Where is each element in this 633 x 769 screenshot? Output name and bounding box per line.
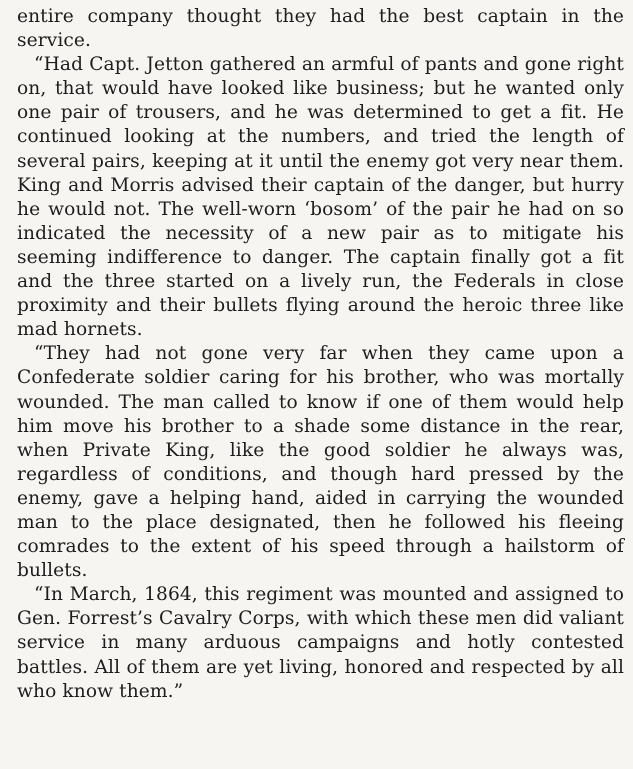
paragraph-continuation: entire company thought they had the best captain in the service.: [17, 6, 624, 52]
paragraph-wounded-soldier: “They had not gone very far when they came upon a Confederate soldier caring for his brother, who was mortally wounded. The man called to know if one of them would help him move his brother to a shade some distance in the rear, when Private King, like the good soldier he always was, regardless of conditions, and though hard pressed by the enemy, gave a helping hand, aided in carrying the wounded man to the place designated, then he followed his fleeing comrades to the extent of his speed through a hailstorm of bullets.: [17, 343, 624, 582]
paragraph-cavalry-corps: “In March, 1864, this regiment was mounted and assigned to Gen. Forrest’s Cavalry Corps, with which these men did valiant service in many arduous campaigns and hotly contested battles. All of them are yet living, honored and respected by all who know them.”: [17, 584, 624, 702]
paragraph-jetton-trousers: “Had Capt. Jetton gathered an armful of pants and gone right on, that would have looked like business; but he wanted only one pair of trousers, and he was determined to get a fit. He continued looking at the numbers, and tried the length of several pairs, keeping at it until the enemy got very near them. King and Morris advised their captain of the danger, but hurry he would not. The well-worn ‘bosom’ of the pair he had on so indicated the necessity of a new pair as to mitigate his seeming indifference to danger. The captain finally got a fit and the three started on a lively run, the Federals in close proximity and their bullets flying around the heroic three like mad hornets.: [17, 54, 624, 341]
